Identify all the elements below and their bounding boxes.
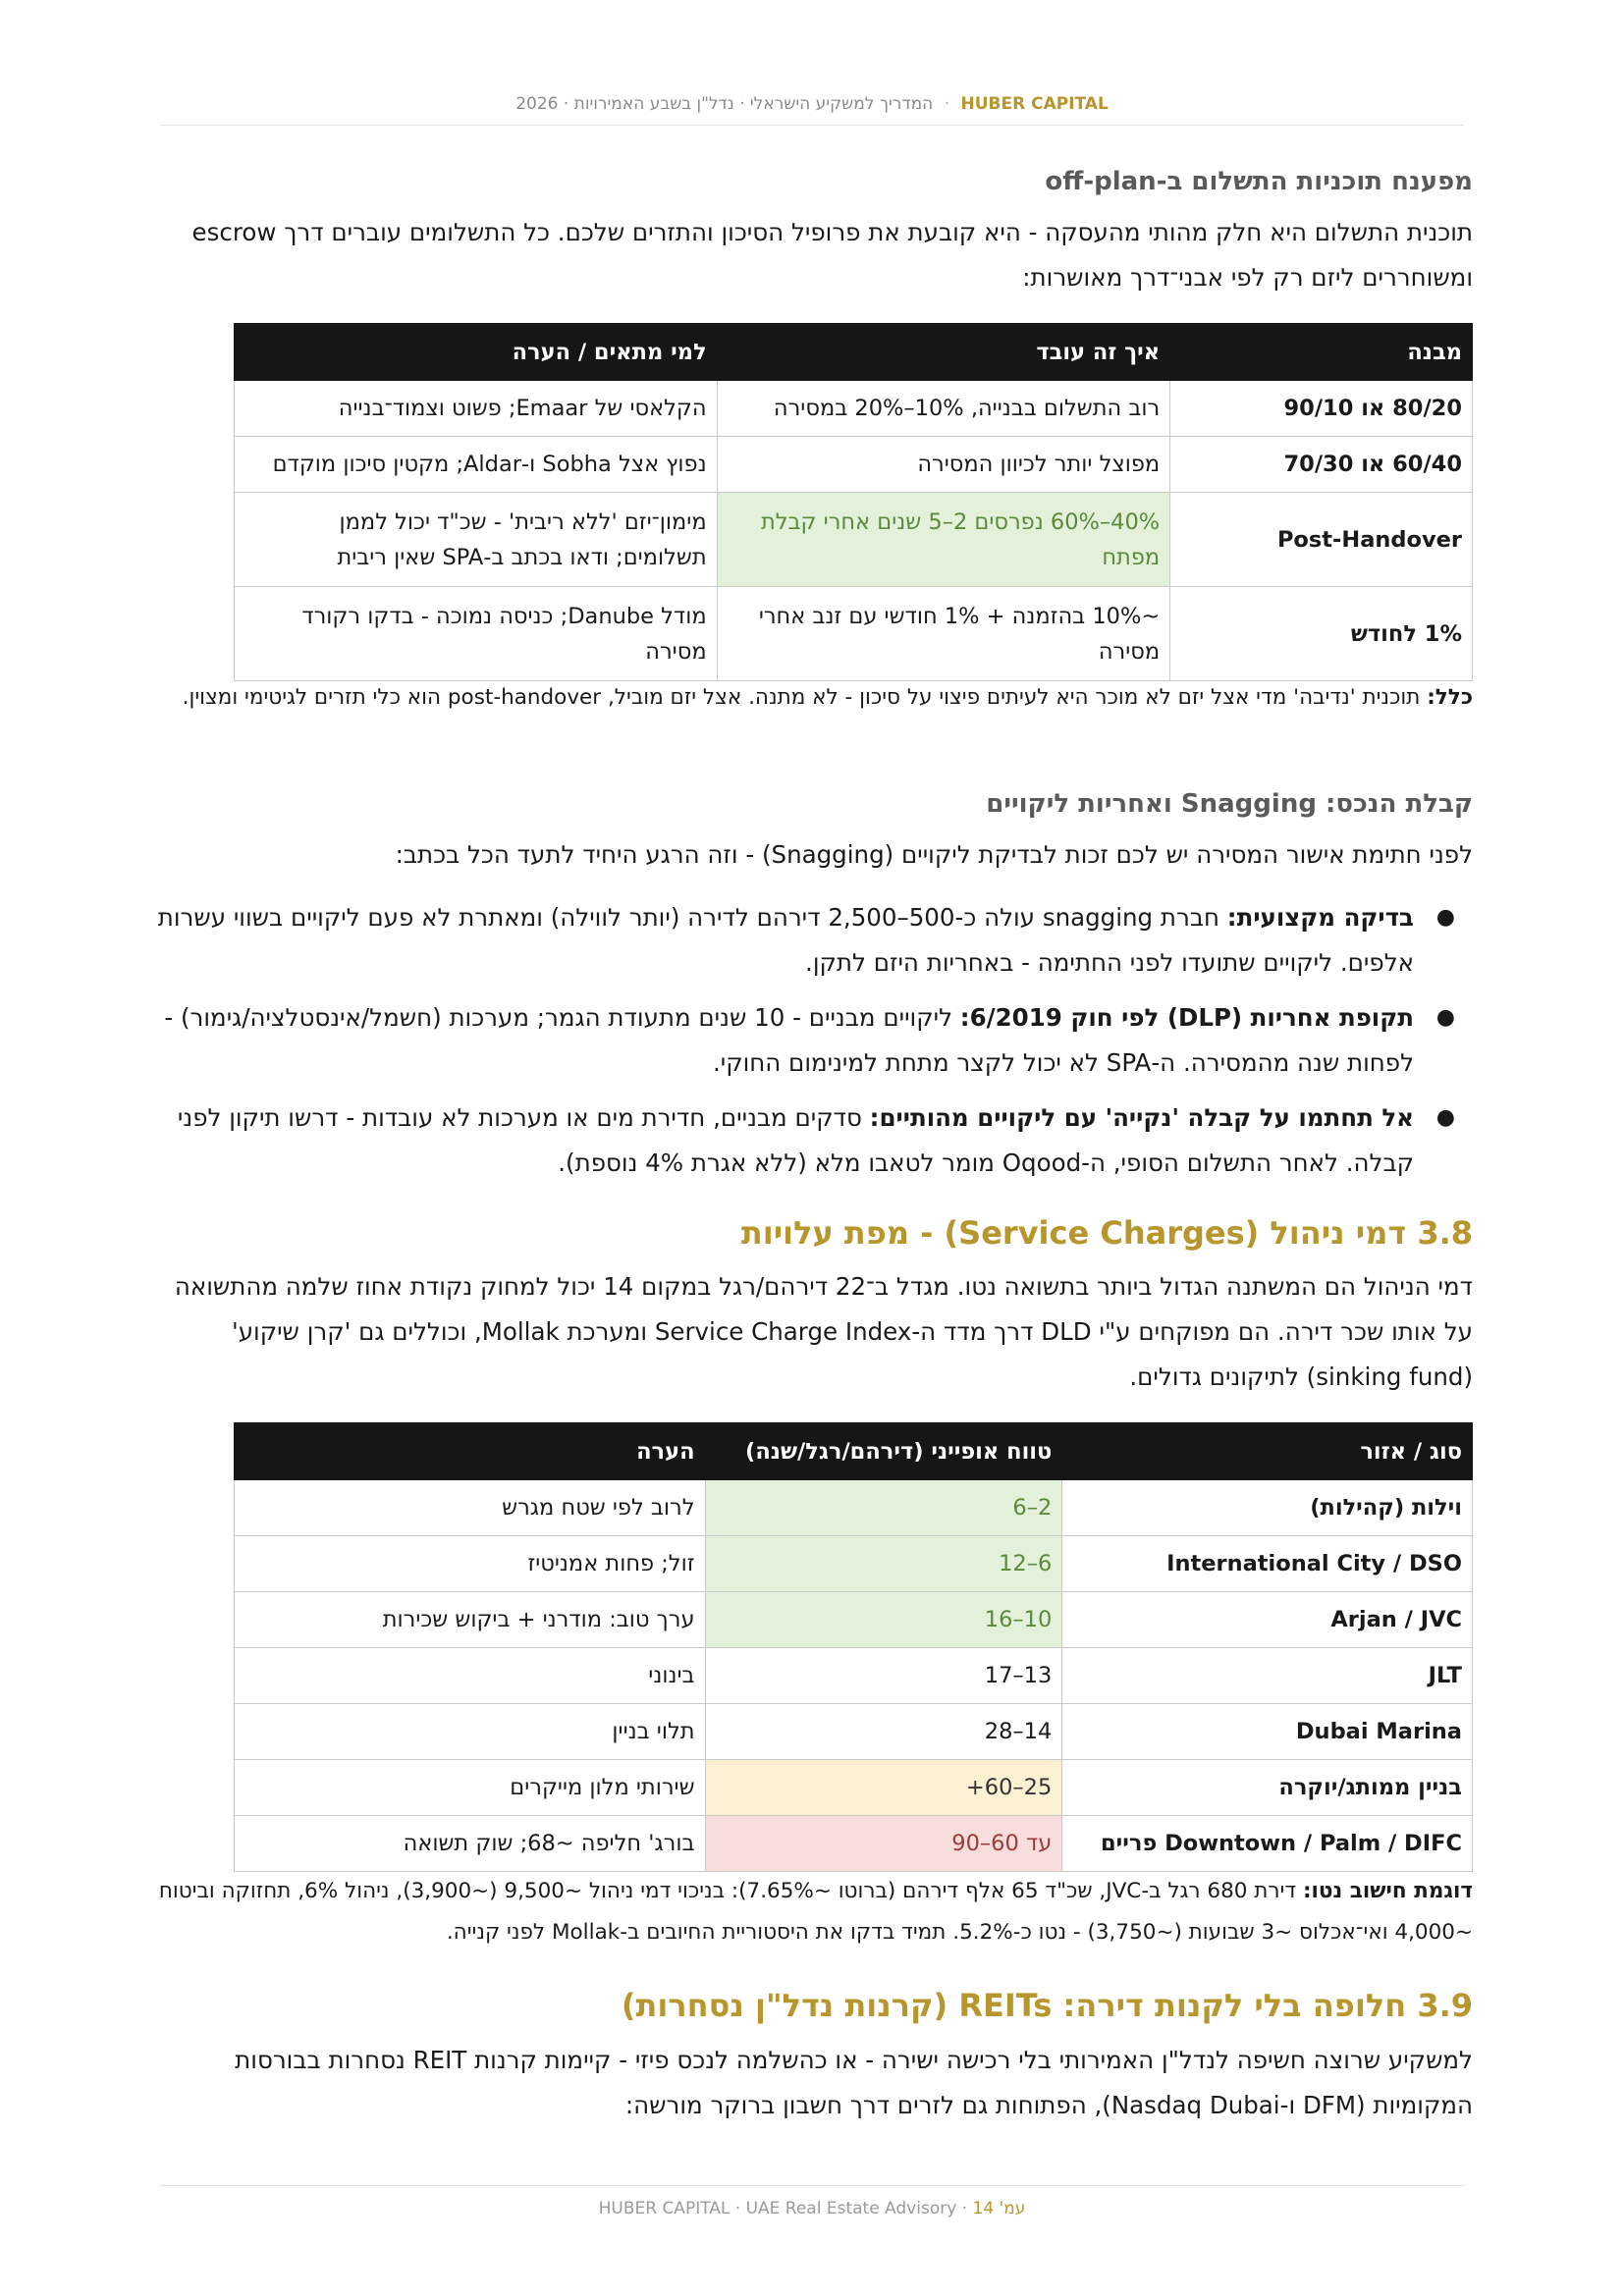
table-header-cell: טווח אופייני (דירהם/רגל/שנה) [705, 1423, 1062, 1480]
running-header [0, 94, 1624, 114]
table-cell: נפוץ אצל Sobha ו-Aldar; מקטין סיכון מוקדם [235, 437, 718, 493]
section-3-9-heading: 3.9 חלופה בלי לקנות דירה: REITs (קרנות נדל"ן נסחרות) [621, 1987, 1473, 2024]
service-charges-body [235, 1480, 1473, 1872]
footer-rule [160, 2185, 1464, 2186]
table-row [235, 381, 1473, 437]
bullet-icon: ● [1435, 905, 1455, 930]
table-cell: 1% לחודש [1170, 587, 1473, 681]
footer-separator: · [961, 2199, 968, 2218]
header-title: המדריך למשקיע הישראלי · נדל"ן בשבע האמירויות · 2026 [515, 94, 934, 114]
table-row [235, 1760, 1473, 1816]
header-rule [160, 125, 1464, 126]
table-row [235, 1536, 1473, 1592]
bullet-icon: ● [1435, 1005, 1455, 1030]
bullet-icon: ● [1435, 1105, 1455, 1130]
note-cell: שירותי מלון מייקרים [235, 1760, 706, 1816]
table-cell: מימון־יזם 'ללא ריבית' - שכ"ד יכול לממן תשלומים; ודאו בכתב ב-SPA שאין ריבית [235, 493, 718, 587]
note-cell: בינוני [235, 1648, 706, 1704]
net-calc-example [151, 1871, 1473, 1953]
example-label: דוגמת חישוב נטו: [1302, 1879, 1473, 1903]
table-cell: Post-Handover [1170, 493, 1473, 587]
table-row [235, 1480, 1473, 1536]
list-item [151, 995, 1473, 1086]
table-row [235, 587, 1473, 681]
range-cell: 10–16 [705, 1592, 1062, 1648]
offplan-rule-note [151, 677, 1473, 719]
note-cell: ערך טוב: מודרני + ביקוש שכירות [235, 1592, 706, 1648]
table-row [235, 1704, 1473, 1760]
table-cell: 60/40 או 70/30 [1170, 437, 1473, 493]
table-header-cell: איך זה עובד [717, 324, 1170, 381]
table-cell: ~10% בהזמנה + 1% חודשי עם זנב אחרי מסירה [717, 587, 1170, 681]
area-cell: Arjan / JVC [1062, 1592, 1473, 1648]
snagging-intro: לפני חתימת אישור המסירה יש לכם זכות לבדיקת ליקויים (Snagging) - וזה הרגע היחיד לתעד הכל בכתב: [395, 840, 1473, 869]
bullet-label: אל תחתמו על קבלה 'נקייה' עם ליקויים מהותיים: [869, 1103, 1414, 1132]
area-cell: International City / DSO [1062, 1536, 1473, 1592]
table-header-row [235, 1423, 1473, 1480]
running-footer [0, 2199, 1624, 2218]
note-cell: זול; פחות אמניטיז [235, 1536, 706, 1592]
list-item [151, 1095, 1473, 1186]
offplan-heading: מפענח תוכניות התשלום ב-off-plan [1045, 167, 1473, 196]
range-cell: 13–17 [705, 1648, 1062, 1704]
highlighted-cell: 40%–60% נפרסים 2–5 שנים אחרי קבלת מפתח [717, 493, 1170, 587]
note-cell: בורג' חליפה ~68; שוק תשואה [235, 1816, 706, 1872]
table-header-cell: מבנה [1170, 324, 1473, 381]
payment-plans-table [234, 323, 1473, 681]
table-cell: מודל Danube; כניסה נמוכה - בדקו רקורד מסירה [235, 587, 718, 681]
footer-brand: HUBER CAPITAL · UAE Real Estate Advisory [598, 2199, 957, 2218]
header-separator: · [944, 94, 950, 114]
table-row [235, 493, 1473, 587]
table-cell: רוב התשלום בבנייה, 10%–20% במסירה [717, 381, 1170, 437]
range-cell: 14–28 [705, 1704, 1062, 1760]
note-cell: לרוב לפי שטח מגרש [235, 1480, 706, 1536]
bullet-text: סדקים מבניים, חדירת מים או מערכות לא עובדות - דרשו תיקון לפני קבלה. לאחר התשלום הסופי, ה-Oqood מומר לטאבו מלא (ללא אגרת 4% נוספת). [177, 1103, 1414, 1177]
page-number: עמ' 14 [972, 2199, 1026, 2218]
range-cell: 6–12 [705, 1536, 1062, 1592]
table-cell: הקלאסי של Emaar; פשוט וצמוד־בנייה [235, 381, 718, 437]
table-header-cell: למי מתאים / הערה [235, 324, 718, 381]
table-header-cell: סוג / אזור [1062, 1423, 1473, 1480]
list-item [151, 895, 1473, 986]
range-cell: עד 60–90 [705, 1816, 1062, 1872]
example-text: דירת 680 רגל ב-JVC, שכ"ד 65 אלף דירהם (ברוטו ~7.65%): בניכוי דמי ניהול ~9,500 (~3,900), ניהול 6%, תחזוקה וביטוח ~4,000 ואי־אכלוס ~3 שבועות (~3,750) - נטו כ-5.2%. תמיד בדקו את היסטוריית החיובים ב-Mollak לפני קנייה. [158, 1879, 1473, 1945]
area-cell: וילות (קהילות) [1062, 1480, 1473, 1536]
note-cell: תלוי בניין [235, 1704, 706, 1760]
table-cell: 80/20 או 90/10 [1170, 381, 1473, 437]
rule-text: תוכנית 'נדיבה' מדי אצל יזם לא מוכר היא לעיתים פיצוי על סיכון - לא מתנה. אצל יזם מוביל, post-handover הוא כלי תזרים לגיטימי ומצוין. [182, 685, 1421, 710]
snagging-bullets [151, 895, 1473, 1196]
table-row [235, 1648, 1473, 1704]
bullet-text: חברת snagging עולה כ-500–2,500 דירהם לדירה (יותר לווילה) ומאתרת לא פעם ליקויים בשווי עשרות אלפים. ליקויים שתועדו לפני החתימה - באחריות היזם לתקן. [157, 903, 1414, 977]
bullet-label: בדיקה מקצועית: [1226, 903, 1414, 932]
table-header-cell: הערה [235, 1423, 706, 1480]
bullet-label: תקופת אחריות (DLP) לפי חוק 6/2019: [959, 1003, 1414, 1032]
area-cell: Downtown / Palm / DIFC פריים [1062, 1816, 1473, 1872]
range-cell: 25–60+ [705, 1760, 1062, 1816]
area-cell: בניין ממותג/יוקרה [1062, 1760, 1473, 1816]
table-row [235, 437, 1473, 493]
reits-intro: למשקיע שרוצה חשיפה לנדל"ן האמירותי בלי רכישה ישירה - או כהשלמה לנכס פיזי - קיימות קרנות REIT נסחרות בבורסות המקומיות (DFM ו-Nasdaq Dubai), הפתוחות גם לזרים דרך חשבון ברוקר מורשה: [235, 2046, 1473, 2119]
service-charges-table [234, 1422, 1473, 1872]
service-charges-intro: דמי הניהול הם המשתנה הגדול ביותר בתשואה נטו. מגדל ב־22 דירהם/רגל במקום 14 יכול למחוק נקודת אחוז שלמה מהתשואה על אותו שכר דירה. הם מפוקחים ע"י DLD דרך מדד ה-Service Charge Index ומערכת Mollak, וכוללים גם 'קרן שיקוע' (sinking fund) לתיקונים גדולים. [174, 1272, 1473, 1391]
area-cell: JLT [1062, 1648, 1473, 1704]
section-3-8-heading: 3.8 דמי ניהול (Service Charges) - מפת עלויות [740, 1214, 1473, 1252]
range-cell: 2–6 [705, 1480, 1062, 1536]
bullet-text: ליקויים מבניים - 10 שנים מתעודת הגמר; מערכות (חשמל/אינסטלציה/גימור) - לפחות שנה מהמסירה. ה-SPA לא יכול לקצר מתחת למינימום החוקי. [164, 1003, 1414, 1077]
header-brand: HUBER CAPITAL [960, 94, 1109, 114]
table-row [235, 1592, 1473, 1648]
table-header-row [235, 324, 1473, 381]
area-cell: Dubai Marina [1062, 1704, 1473, 1760]
snagging-heading: קבלת הנכס: Snagging ואחריות ליקויים [986, 789, 1473, 819]
rule-label: כלל: [1427, 685, 1473, 710]
table-cell: מפוצל יותר לכיוון המסירה [717, 437, 1170, 493]
table-row [235, 1816, 1473, 1872]
offplan-intro: תוכנית התשלום היא חלק מהותי מהעסקה - היא קובעת את פרופיל הסיכון והתזרים שלכם. כל התשלומים עוברים דרך escrow ומשוחררים ליזם רק לפי אבני־דרך מאושרות: [191, 218, 1473, 292]
